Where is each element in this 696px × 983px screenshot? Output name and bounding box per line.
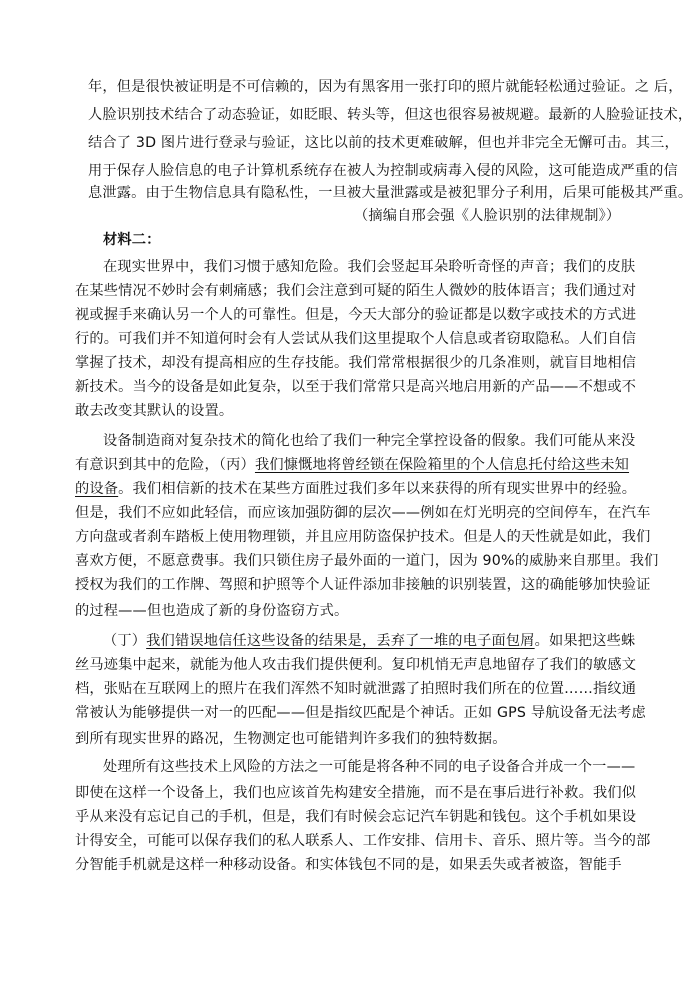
paragraph-4-line-5: 到所有现实世界的路况，生物测定也可能错判许多我们的独特数据。 [75, 731, 507, 747]
paragraph-4-line-4: 常被认为能够提供一对一的匹配——但是指纹匹配是个神话。正如 GPS 导航设备无法考虑 [75, 705, 646, 721]
paragraph-2-line-7: 敢去改变其默认的设置。 [75, 403, 234, 419]
paragraph-5-line-2: 即使在这样一个设备上，我们也应该首先构建安全措施，而不是在事后进行补救。我们似 [75, 785, 637, 801]
paragraph-3-line-1: 设备制造商对复杂技术的简化也给了我们一种完全掌控设备的假象。我们可能从来没 [103, 433, 636, 449]
paragraph-3-line-4: 但是，我们不应如此轻信，而应该加强防御的层次——例如在灯光明亮的空间停车，在汽车 [75, 505, 651, 521]
paragraph-2-line-4: 行的。可我们并不知道何时会有人尝试从我们这里提取个人信息或者窃取隐私。人们自信 [75, 331, 637, 347]
paragraph-5-line-1: 处理所有这些技术上风险的方法之一可能是将各种不同的电子设备合并成一个一—— [103, 759, 636, 775]
paragraph-3-line-7: 授权为我们的工作牌、驾照和护照等个人证件添加非接触的识别装置，这的确能够加快验证 [75, 577, 651, 593]
paragraph-1-line-5: 息泄露。由于生物信息具有隐私性，一旦被大量泄露或是被犯罪分子利用，后果可能极其严重。 [88, 185, 693, 201]
paragraph-3-line-3 [75, 479, 636, 499]
paragraph-4-line-3: 档，张贴在互联网上的照片在我们浑然不知时就泄露了拍照时我们所在的位置……指纹通 [75, 681, 637, 697]
paragraph-2-line-6: 新技术。当今的设备是如此复杂，以至于我们常常只是高兴地启用新的产品——不想或不 [75, 379, 637, 395]
paragraph-5-line-4: 计得安全，可能可以保存我们的私人联系人、工作安排、信用卡、音乐、照片等。当今的部 [75, 833, 651, 849]
material-two-heading: 材料二： [103, 232, 161, 248]
paragraph-3-line-5: 方向盘或者刹车踏板上使用物理锁，并且应用防盗保护技术。但是人的天性就是如此，我们 [75, 529, 651, 545]
paragraph-1-line-4: 用于保存人脸信息的电子计算机系统存在被人为控制或病毒入侵的风险，这可能造成严重的信 [88, 163, 678, 179]
underlined-sentence-bing-end: 的设备 [75, 481, 119, 497]
paragraph-2-line-3: 视或握手来确认另一个人的可靠性。但是，今天大部分的验证都是以数字或技术的方式进 [75, 307, 637, 323]
paragraph-3-line-2-text: 有意识到其中的危险，（丙） [75, 457, 255, 473]
paragraph-2-line-2: 在某些情况不妙时会有刺痛感；我们会注意到可疑的陌生人微妙的肢体语言；我们通过对 [75, 283, 637, 299]
paragraph-1-line-1: 年，但是很快被证明是不可信赖的，因为有黑客用一张打印的照片就能轻松通过验证。之 后， [88, 79, 683, 95]
citation: （摘编自邢会强《人脸识别的法律规制》） [354, 208, 621, 224]
paragraph-3-line-8: 的过程——但也造成了新的身份盗窃方式。 [75, 603, 349, 619]
underlined-sentence-bing: 我们慷慨地将曾经锁在保险箱里的个人信息托付给这些未知 [254, 457, 630, 473]
paragraph-2-line-5: 掌握了技术，却没有提高相应的生存技能。我们常常根据很少的几条准则，就盲目地相信 [75, 355, 637, 371]
paragraph-5-line-5: 分智能手机就是这样一种移动设备。和实体钱包不同的是，如果丢失或者被盗，智能手 [75, 857, 622, 873]
paragraph-3-line-3-text: 。我们相信新的技术在某些方面胜过我们多年以来获得的所有现实世界中的经验。 [118, 481, 637, 497]
paragraph-3-line-2 [75, 455, 629, 475]
paragraph-4-line-1-prefix: （丁） [103, 633, 147, 649]
paragraph-1-line-3: 结合了 3D 图片进行登录与验证，这比以前的技术更难破解，但也并非完全无懈可击。其三， [88, 135, 679, 151]
paragraph-2-line-1: 在现实世界中，我们习惯于感知危险。我们会竖起耳朵聆听奇怪的声音；我们的皮肤 [103, 259, 636, 275]
paragraph-3-line-6: 喜欢方便，不愿意费事。我们只锁住房子最外面的一道门，因为 90%的威胁来自那里。我们 [75, 553, 659, 569]
paragraph-1-line-2: 人脸识别技术结合了动态验证，如眨眼、转头等，但这也很容易被规避。最新的人脸验证技术， [88, 107, 693, 123]
paragraph-5-line-3: 乎从来没有忘记自己的手机，但是，我们有时候会忘记汽车钥匙和钱包。这个手机如果设 [75, 809, 637, 825]
paragraph-4-line-1-suffix: 。如果把这些蛛 [534, 633, 636, 649]
underlined-sentence-ding: 我们错误地信任这些设备的结果是，丢弃了一堆的电子面包屑 [146, 633, 535, 649]
paragraph-4-line-2: 丝马迹集中起来，就能为他人攻击我们提供便利。复印机悄无声息地留存了我们的敏感文 [75, 657, 637, 673]
paragraph-4-line-1 [103, 631, 635, 651]
